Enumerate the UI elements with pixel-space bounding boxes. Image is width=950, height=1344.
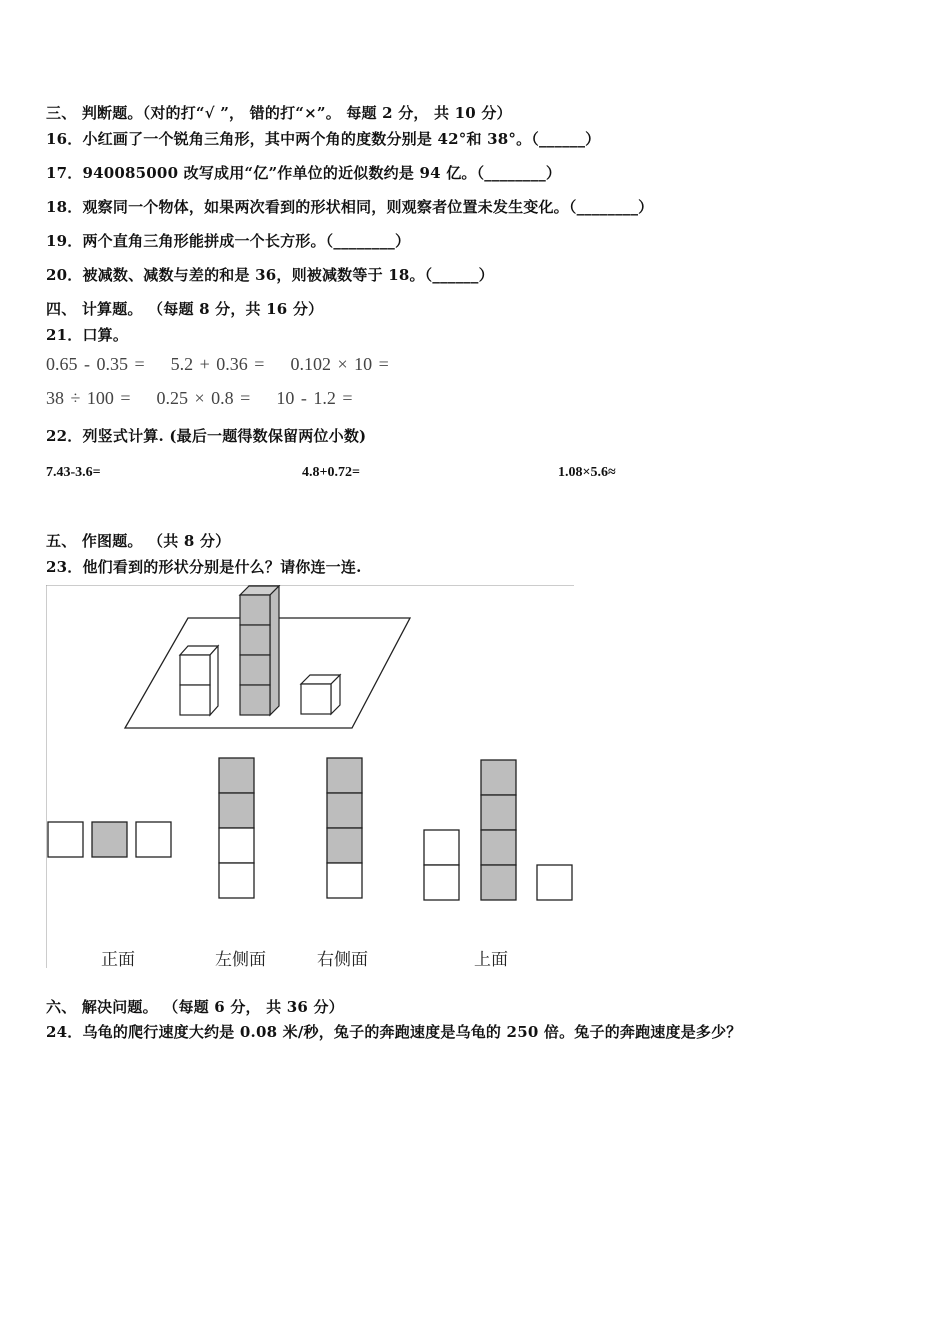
question-20: 20．被减数、减数与差的和是 36，则被减数等于 18。（______） — [46, 266, 494, 284]
view-option-right-side — [327, 758, 362, 898]
view-option-front — [48, 822, 171, 857]
question-16: 16．小红画了一个锐角三角形，其中两个角的度数分别是 42°和 38°。（______） — [46, 130, 601, 148]
oral-calc-row-1: 0.65 - 0.35 = 5.2 + 0.36 = 0.102 × 10 = — [46, 354, 389, 374]
section6-header: 六、 解决问题。 （每题 6 分， 共 36 分） — [46, 998, 344, 1016]
section4-header: 四、 计算题。 （每题 8 分，共 16 分） — [46, 300, 324, 318]
views-figure — [46, 585, 576, 970]
view-option-top — [424, 760, 572, 900]
question-21: 21．口算。 — [46, 326, 129, 344]
question-24: 24．乌龟的爬行速度大约是 0.08 米/秒，兔子的奔跑速度是乌龟的 250 倍。兔子的奔跑速度是多少？ — [46, 1023, 742, 1041]
label-top: 上面 — [474, 950, 508, 970]
cube-single-right — [301, 675, 340, 714]
view-option-left-side — [219, 758, 254, 898]
vertical-calc-1: 7.43-3.6= — [46, 465, 101, 480]
label-left-side: 左侧面 — [215, 950, 266, 970]
question-17: 17．940085000 改写成用“亿”作单位的近似数约是 94 亿。（________） — [46, 164, 562, 182]
oral-calc-row-2: 38 ÷ 100 = 0.25 × 0.8 = 10 - 1.2 = — [46, 388, 353, 408]
question-23: 23．他们看到的形状分别是什么？请你连一连. — [46, 558, 362, 576]
section3-header: 三、 判断题。（对的打“√ ”， 错的打“×”。 每题 2 分， 共 10 分） — [46, 104, 512, 122]
section5-header: 五、 作图题。 （共 8 分） — [46, 532, 231, 550]
vertical-calc-2: 4.8+0.72= — [302, 465, 360, 480]
question-18: 18．观察同一个物体，如果两次看到的形状相同，则观察者位置未发生变化。（________） — [46, 198, 654, 216]
question-22: 22．列竖式计算. (最后一题得数保留两位小数) — [46, 427, 367, 445]
cube-stack-left — [180, 646, 218, 715]
vertical-calc-3: 1.08×5.6≈ — [558, 465, 616, 480]
label-front: 正面 — [101, 950, 135, 970]
cube-stack-middle — [240, 586, 279, 715]
label-right-side: 右侧面 — [317, 950, 368, 970]
question-19: 19．两个直角三角形能拼成一个长方形。（________） — [46, 232, 411, 250]
